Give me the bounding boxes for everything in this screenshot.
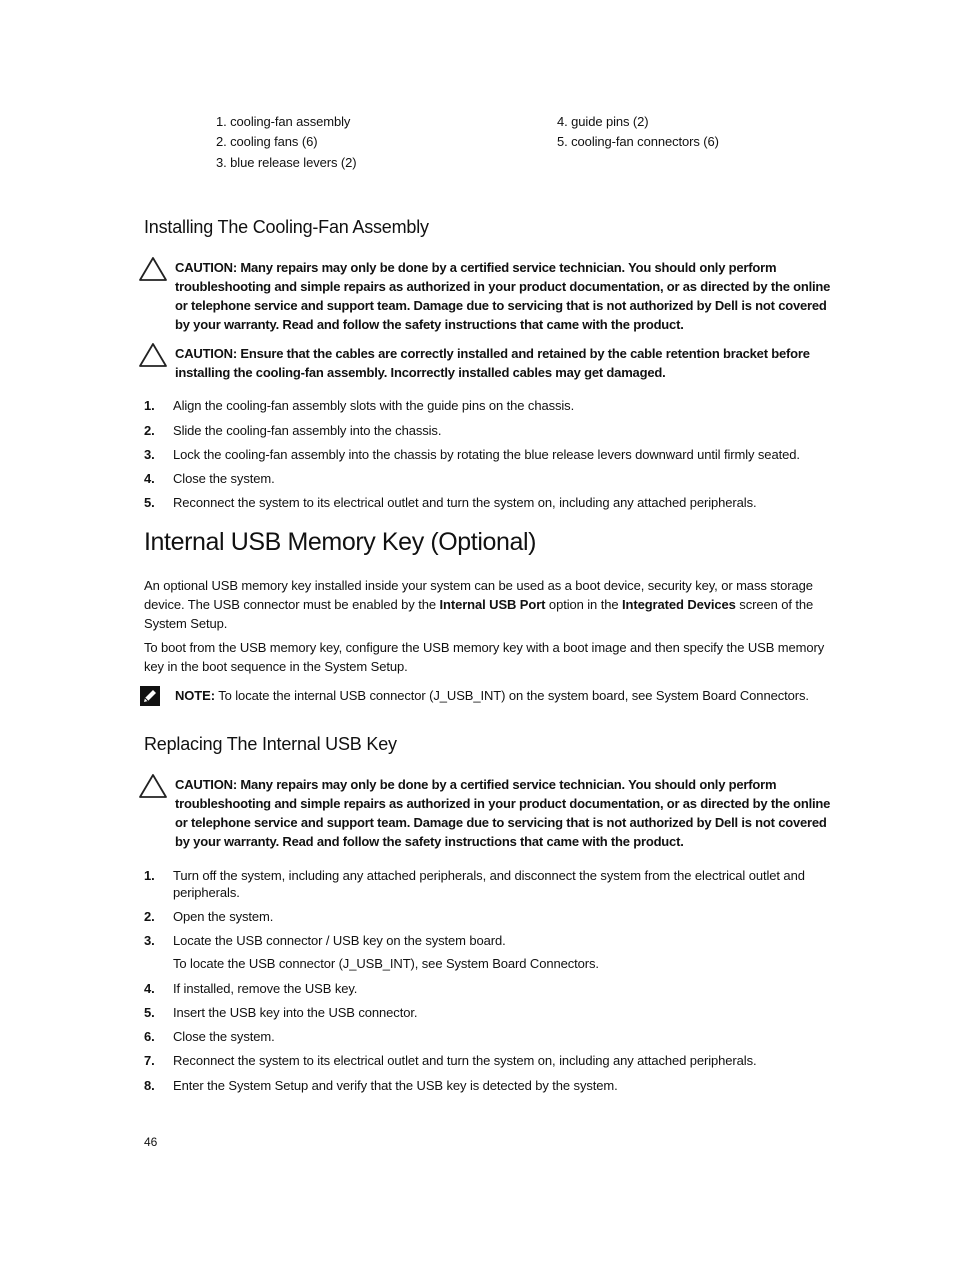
- para-text: An optional USB memory key installed inside your system can be used as a boot device, security key, or mass storage device. The USB connector must be enabled by the: [144, 578, 813, 612]
- replace-step-8: [144, 1077, 834, 1094]
- step-number: 3.: [144, 447, 155, 462]
- caution-block-install-2: [138, 344, 838, 382]
- step-number: 5.: [144, 495, 155, 510]
- step-text: If installed, remove the USB key.: [173, 981, 358, 996]
- step-number: 5.: [144, 1005, 155, 1020]
- caution-icon: [138, 342, 168, 368]
- step-number: 4.: [144, 981, 155, 996]
- legend-item-1: 1. cooling-fan assembly: [216, 114, 351, 129]
- replace-step-6: [144, 1028, 834, 1045]
- setting-name: Internal USB Port: [439, 597, 546, 612]
- replace-step-2: [144, 908, 834, 925]
- step-text: Reconnect the system to its electrical outlet and turn the system on, including any attached peripherals.: [173, 495, 757, 510]
- step-number: 2.: [144, 423, 155, 438]
- step-number: 7.: [144, 1053, 155, 1068]
- step-text: Slide the cooling-fan assembly into the chassis.: [173, 423, 442, 438]
- para-text: option in the: [545, 597, 622, 612]
- step-text: Close the system.: [173, 471, 275, 486]
- install-step-3: [144, 446, 834, 463]
- legend-item-3: 3. blue release levers (2): [216, 155, 357, 170]
- step-number: 8.: [144, 1078, 155, 1093]
- replace-step-7: [144, 1052, 834, 1069]
- step-text: Open the system.: [173, 909, 274, 924]
- para-text: screen of the System Setup.: [144, 597, 814, 631]
- section-heading-replace: Replacing The Internal USB Key: [144, 734, 397, 754]
- step-text: Reconnect the system to its electrical outlet and turn the system on, including any attached peripherals.: [173, 1053, 757, 1068]
- replace-step-3: [144, 932, 834, 949]
- caution-text: CAUTION: Ensure that the cables are correctly installed and retained by the cable retention bracket before installing the cooling-fan assembly. Incorrectly installed cables may get damaged.: [175, 346, 810, 380]
- step-number: 4.: [144, 471, 155, 486]
- section-heading-install: Installing The Cooling-Fan Assembly: [144, 217, 429, 237]
- replace-step-1: [144, 867, 834, 901]
- step-text: Align the cooling-fan assembly slots with the guide pins on the chassis.: [173, 398, 575, 413]
- page-number: 46: [144, 1135, 158, 1149]
- step-number: 6.: [144, 1029, 155, 1044]
- replace-step-5: [144, 1004, 834, 1021]
- install-step-1: [144, 397, 834, 414]
- step-number: 1.: [144, 868, 155, 883]
- step-text: Lock the cooling-fan assembly into the chassis by rotating the blue release levers downward until firmly seated.: [173, 447, 800, 462]
- usb-paragraph-2: To boot from the USB memory key, configure the USB memory key with a boot image and then specify the USB memory key in the boot sequence in the System Setup.: [144, 640, 825, 674]
- legend-item-5: 5. cooling-fan connectors (6): [557, 134, 719, 149]
- caution-icon: [138, 773, 168, 799]
- legend-item-4: 4. guide pins (2): [557, 114, 649, 129]
- install-step-4: [144, 470, 834, 487]
- note-text: [175, 686, 838, 705]
- step-text: Enter the System Setup and verify that the USB key is detected by the system.: [173, 1078, 618, 1093]
- step-number: 2.: [144, 909, 155, 924]
- step-number: 1.: [144, 398, 155, 413]
- caution-text: CAUTION: Many repairs may only be done by a certified service technician. You should only perform troubleshooting and simple repairs as authorized in your product documentation, or as directed by the online or telephone service and support team. Damage due to servicing that is not authorized by Dell is not covered by your warranty. Read and follow the safety instructions that came with the product.: [175, 777, 831, 849]
- caution-block-replace: [138, 775, 838, 851]
- usb-paragraph-1: [144, 576, 836, 633]
- step-text: Close the system.: [173, 1029, 275, 1044]
- note-block: [138, 686, 838, 705]
- legend-item-2: 2. cooling fans (6): [216, 134, 318, 149]
- caution-icon: [138, 256, 168, 282]
- install-step-5: [144, 494, 834, 511]
- screen-name: Integrated Devices: [621, 597, 736, 612]
- step-subtext: To locate the USB connector (J_USB_INT), see System Board Connectors.: [173, 956, 599, 971]
- section-heading-usb: Internal USB Memory Key (Optional): [144, 528, 537, 556]
- step-text: Locate the USB connector / USB key on the system board.: [173, 933, 506, 948]
- step-text: Insert the USB key into the USB connector.: [173, 1005, 418, 1020]
- note-pencil-icon: [138, 684, 162, 708]
- replace-step-3-subtext: [144, 955, 834, 972]
- replace-step-4: [144, 980, 834, 997]
- step-number: 3.: [144, 933, 155, 948]
- note-label: NOTE:: [175, 688, 215, 703]
- install-step-2: [144, 422, 834, 439]
- step-text: Turn off the system, including any attached peripherals, and disconnect the system from the electrical outlet and peripherals.: [173, 868, 805, 900]
- caution-text: CAUTION: Many repairs may only be done by a certified service technician. You should only perform troubleshooting and simple repairs as authorized in your product documentation, or as directed by the online or telephone service and support team. Damage due to servicing that is not authorized by Dell is not covered by your warranty. Read and follow the safety instructions that came with the product.: [175, 260, 831, 332]
- caution-block-install-1: [138, 258, 838, 334]
- note-body: To locate the internal USB connector (J_USB_INT) on the system board, see System Board Connectors.: [214, 688, 809, 703]
